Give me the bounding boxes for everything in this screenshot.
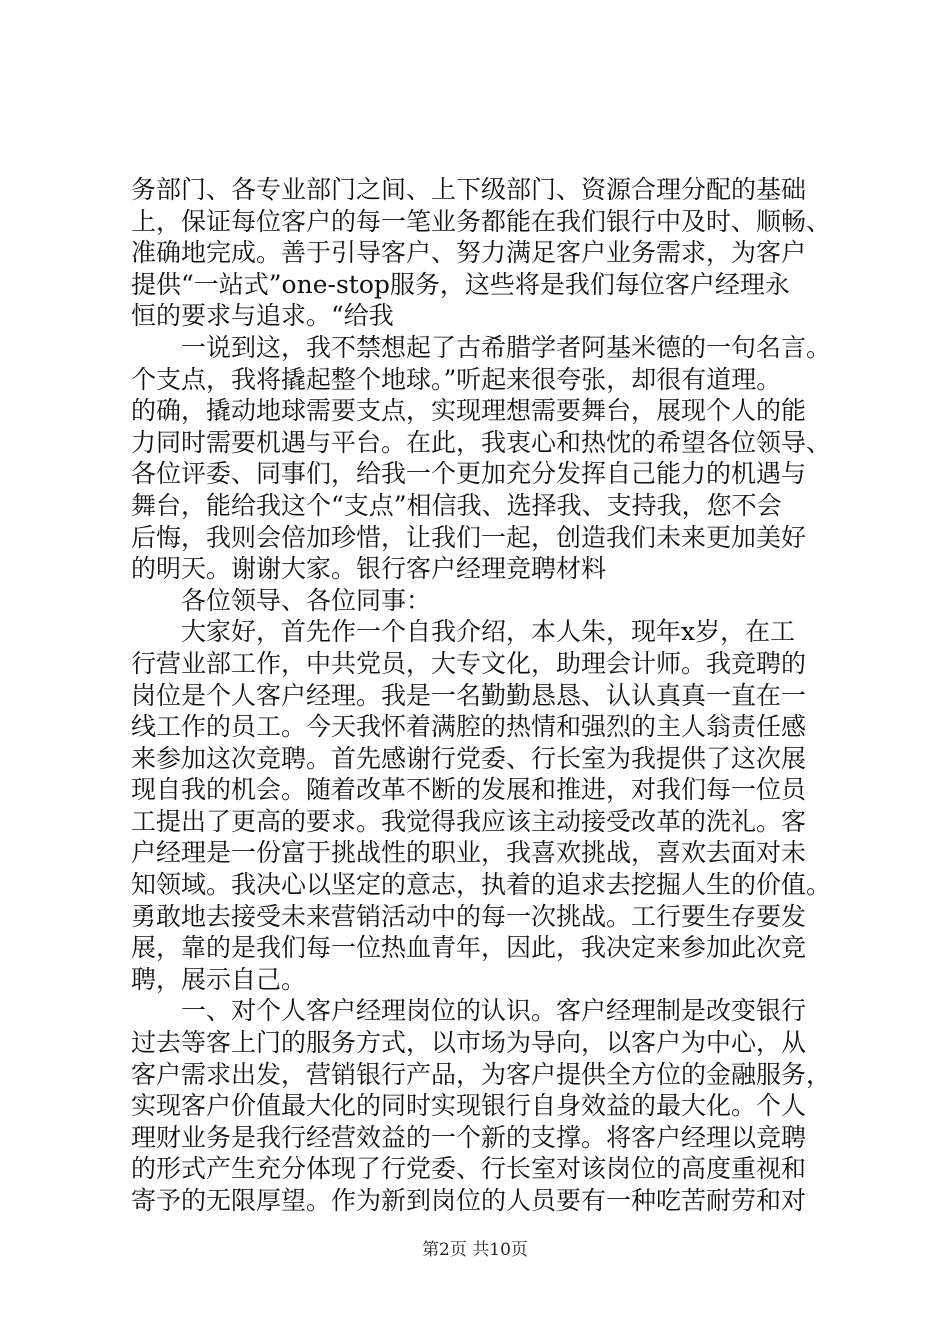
text-line: 力同时需要机遇与平台。在此，我衷心和热忱的希望各位领导、 — [131, 427, 831, 457]
text-line: 知领域。我决心以坚定的意志，执着的追求去挖掘人生的价值。 — [131, 870, 831, 900]
text-line: 勇敢地去接受未来营销活动中的每一次挑战。工行要生存要发 — [131, 901, 807, 931]
text-line: 实现客户价值最大化的同时实现银行自身效益的最大化。个人 — [131, 1091, 807, 1121]
text-line: 务部门、各专业部门之间、上下级部门、资源合理分配的基础 — [131, 175, 807, 204]
text-line: 现自我的机会。随着改革不断的发展和推进，对我们每一位员 — [131, 775, 807, 805]
text-line: 恒的要求与追求。“给我 — [131, 301, 394, 331]
text-line: 展，靠的是我们每一位热血青年，因此，我决定来参加此次竞 — [131, 933, 807, 963]
text-line: 各位领导、各位同事： — [181, 585, 432, 615]
text-line: 聘，展示自己。 — [131, 964, 307, 994]
text-line: 舞台，能给我这个“支点”相信我、选择我、支持我，您不会 — [131, 490, 782, 520]
text-line: 理财业务是我行经营效益的一个新的支撑。将客户经理以竞聘 — [131, 1122, 807, 1152]
text-line: 的形式产生充分体现了行党委、行长室对该岗位的高度重视和 — [131, 1154, 807, 1184]
text-line: 各位评委、同事们，给我一个更加充分发挥自己能力的机遇与 — [131, 459, 807, 489]
text-line: 行营业部工作，中共党员，大专文化，助理会计师。我竞聘的 — [131, 648, 807, 678]
text-line: 工提出了更高的要求。我觉得我应该主动接受改革的洗礼。客 — [131, 806, 807, 836]
text-line: 上，保证每位客户的每一笔业务都能在我们银行中及时、顺畅、 — [131, 206, 831, 236]
text-line: 户经理是一份富于挑战性的职业，我喜欢挑战，喜欢去面对未 — [131, 838, 807, 868]
text-line: 线工作的员工。今天我怀着满腔的热情和强烈的主人翁责任感 — [131, 712, 807, 742]
text-line: 准确地完成。善于引导客户、努力满足客户业务需求，为客户 — [131, 238, 807, 268]
text-line: 大家好，首先作一个自我介绍，本人朱，现年x岁，在工 — [181, 617, 796, 647]
text-line: 过去等客上门的服务方式，以市场为导向，以客户为中心，从 — [131, 1028, 807, 1058]
body-text — [131, 174, 831, 1217]
text-line: 一、对个人客户经理岗位的认识。客户经理制是改变银行 — [181, 996, 807, 1026]
text-line: 提供“一站式”one-stop服务，这些将是我们每位客户经理永 — [131, 269, 790, 299]
text-line: 个支点，我将撬起整个地球。”听起来很夸张，却很有道理。 — [131, 364, 782, 394]
text-line: 客户需求出发，营销银行产品，为客户提供全方位的金融服务， — [131, 1059, 831, 1089]
text-line: 寄予的无限厚望。作为新到岗位的人员要有一种吃苦耐劳和对 — [131, 1186, 807, 1215]
text-line: 来参加这次竞聘。首先感谢行党委、行长室为我提供了这次展 — [131, 743, 807, 773]
text-line: 岗位是个人客户经理。我是一名勤勤恳恳、认认真真一直在一 — [131, 680, 807, 710]
page-footer: 第2页 共10页 — [422, 1240, 528, 1260]
text-line: 一说到这，我不禁想起了古希腊学者阿基米德的一句名言。 — [181, 332, 831, 362]
text-line: 的确，撬动地球需要支点，实现理想需要舞台，展现个人的能 — [131, 396, 807, 426]
text-line: 的明天。谢谢大家。银行客户经理竞聘材料 — [131, 554, 607, 584]
text-line: 后悔，我则会倍加珍惜，让我们一起，创造我们未来更加美好 — [131, 522, 807, 552]
